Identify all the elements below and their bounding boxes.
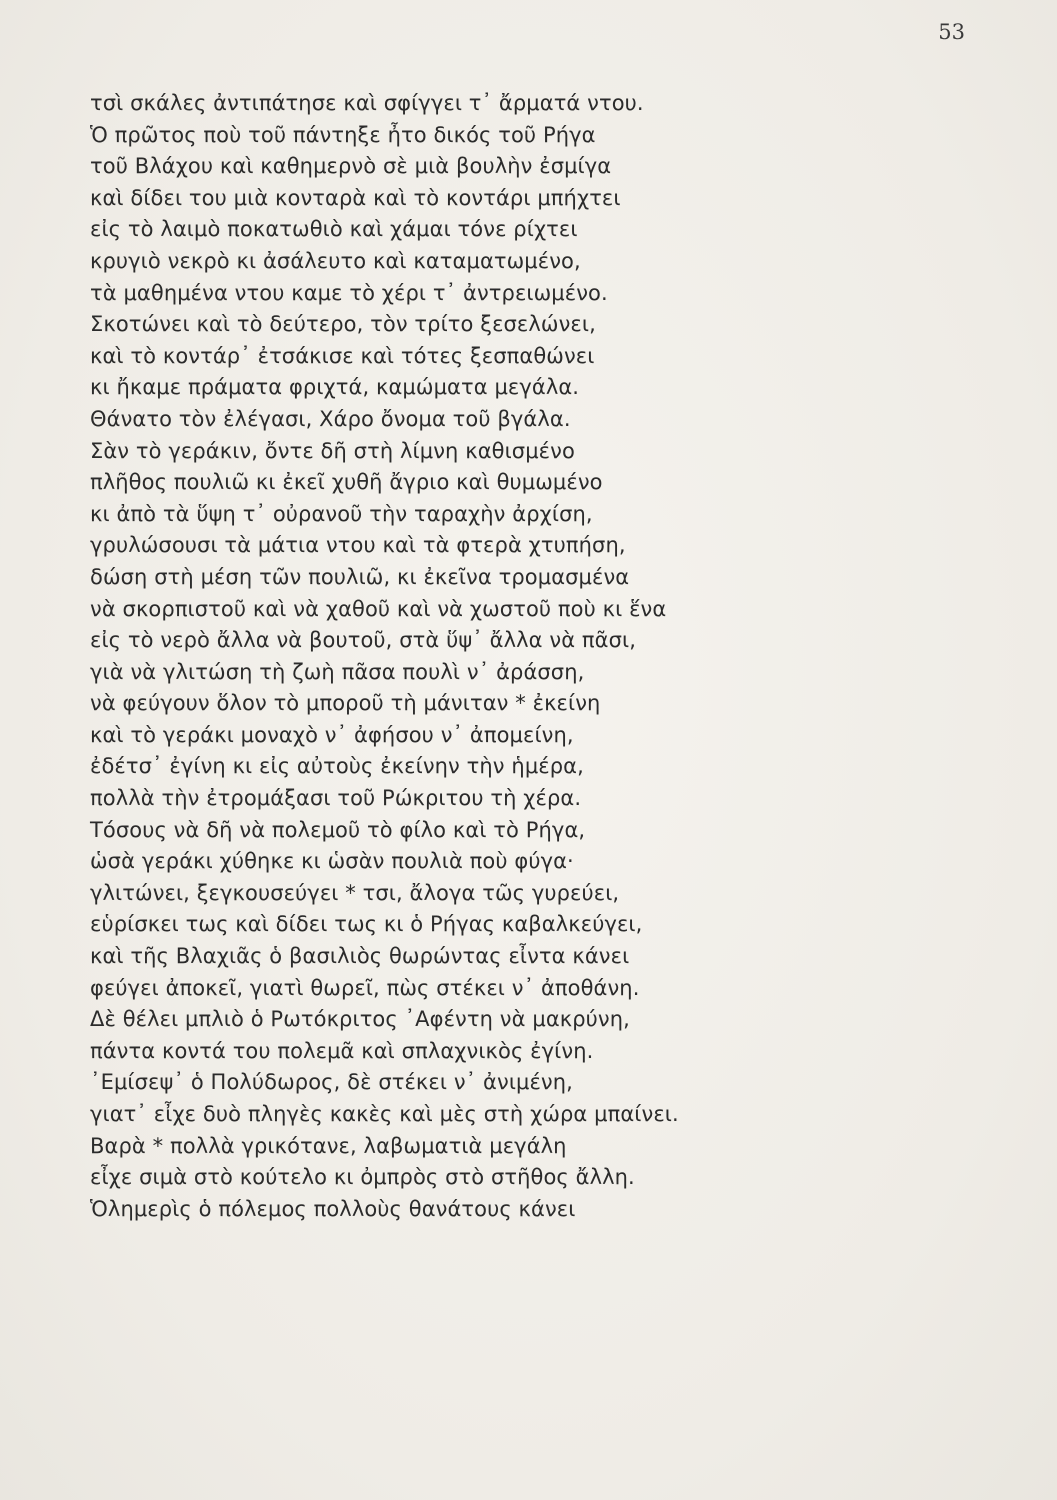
verse-line: Θάνατο τὸν ἐλέγασι, Χάρο ὄνομα τοῦ βγάλα. <box>90 406 571 431</box>
verse-line: Βαρὰ * πολλὰ γρικότανε, λαβωματιὰ μεγάλη <box>90 1133 567 1158</box>
verse-line: τὰ μαθημένα ντου καμε τὸ χέρι τ᾽ ἀντρειωμένο. <box>90 280 608 305</box>
poem-text <box>90 88 990 1225</box>
verse-line: φεύγει ἀποκεῖ, γιατὶ θωρεῖ, πὼς στέκει ν᾽ ἀποθάνη. <box>90 975 640 1000</box>
verse-line: γιὰ νὰ γλιτώση τὴ ζωὴ πᾶσα πουλὶ ν᾽ ἀράσση, <box>90 659 585 684</box>
verse-line: καὶ τὸ γεράκι μοναχὸ ν᾽ ἀφήσου ν᾽ ἀπομείνη, <box>90 722 574 747</box>
verse-line: Δὲ θέλει μπλιὸ ὁ Ρωτόκριτος ᾽Αφέντη νὰ μακρύνη, <box>90 1007 630 1032</box>
verse-line: κρυγιὸ νεκρὸ κι ἀσάλευτο καὶ καταματωμένο, <box>90 248 581 273</box>
verse-line: εἰς τὸ νερὸ ἄλλα νὰ βουτοῦ, στὰ ὕψ᾽ ἄλλα νὰ πᾶσι, <box>90 628 637 653</box>
verse-line: νὰ σκορπιστοῦ καὶ νὰ χαθοῦ καὶ νὰ χωστοῦ ποὺ κι ἕνα <box>90 596 667 621</box>
verse-line: πάντα κοντά του πολεμᾶ καὶ σπλαχνικὸς ἐγίνη. <box>90 1038 594 1063</box>
verse-line: Σκοτώνει καὶ τὸ δεύτερο, τὸν τρίτο ξεσελώνει, <box>90 312 596 337</box>
verse-line: εἰς τὸ λαιμὸ ποκατωθιὸ καὶ χάμαι τόνε ρίχτει <box>90 217 578 242</box>
verse-line: κι ἤκαμε πράματα φριχτά, καμώματα μεγάλα. <box>90 375 580 400</box>
verse-line: πολλὰ τὴν ἐτρομάξασι τοῦ Ρώκριτου τὴ χέρα. <box>90 786 582 811</box>
verse-line: δώση στὴ μέση τῶν πουλιῶ, κι ἐκεῖνα τρομασμένα <box>90 564 630 589</box>
verse-line: ὡσὰ γεράκι χύθηκε κι ὡσὰν πουλιὰ ποὺ φύγα· <box>90 849 574 874</box>
verse-line: τσὶ σκάλες ἀντιπάτησε καὶ σφίγγει τ᾽ ἄρματά ντου. <box>90 91 644 115</box>
verse-line: γιατ᾽ εἶχε δυὸ πληγὲς κακὲς καὶ μὲς στὴ χώρα μπαίνει. <box>90 1102 679 1126</box>
verse-line: εἶχε σιμὰ στὸ κούτελο κι ὀμπρὸς στὸ στῆθος ἄλλη. <box>90 1165 635 1190</box>
verse-line: καὶ τῆς Βλαχιᾶς ὁ βασιλιὸς θωρώντας εἶντα κάνει <box>90 944 630 969</box>
verse-line: τοῦ Βλάχου καὶ καθημερνὸ σὲ μιὰ βουλὴν ἐσμίγα <box>90 154 612 179</box>
verse-line: ᾽Εμίσεψ᾽ ὁ Πολύδωρος, δὲ στέκει ν᾽ ἀνιμένη, <box>90 1070 573 1095</box>
verse-line: νὰ φεύγουν ὅλον τὸ μποροῦ τὴ μάνιταν * ἐκείνη <box>90 691 601 716</box>
verse-line: πλῆθος πουλιῶ κι ἐκεῖ χυθῆ ἄγριο καὶ θυμωμένο <box>90 470 603 495</box>
verse-line: κι ἀπὸ τὰ ὕψη τ᾽ οὐρανοῦ τὴν ταραχὴν ἀρχίση, <box>90 501 593 526</box>
verse-line: γλιτώνει, ξεγκουσεύγει * τσι, ἄλογα τῶς γυρεύει, <box>90 880 620 905</box>
page-number: 53 <box>938 20 965 44</box>
verse-line: ἐδέτσ᾽ ἐγίνη κι εἰς αὐτοὺς ἐκείνην τὴν ἡμέρα, <box>90 754 584 779</box>
verse-line: εὑρίσκει τως καὶ δίδει τως κι ὁ Ρήγας καβαλκεύγει, <box>90 912 643 937</box>
verse-line: Σὰν τὸ γεράκιν, ὄντε δῆ στὴ λίμνη καθισμένο <box>90 438 575 463</box>
verse-line: καὶ δίδει του μιὰ κονταρὰ καὶ τὸ κοντάρι μπήχτει <box>90 185 621 210</box>
verse-line: γρυλώσουσι τὰ μάτια ντου καὶ τὰ φτερὰ χτυπήση, <box>90 533 626 558</box>
verse-line: Ὁλημερὶς ὁ πόλεμος πολλοὺς θανάτους κάνει <box>90 1196 576 1221</box>
verse-line: Ὁ πρῶτος ποὺ τοῦ πάντηξε ἦτο δικός τοῦ Ρήγα <box>90 122 596 147</box>
verse-line: καὶ τὸ κοντάρ᾽ ἐτσάκισε καὶ τότες ξεσπαθώνει <box>90 343 595 368</box>
verse-line: Τόσους νὰ δῆ νὰ πολεμοῦ τὸ φίλο καὶ τὸ Ρήγα, <box>90 817 586 842</box>
